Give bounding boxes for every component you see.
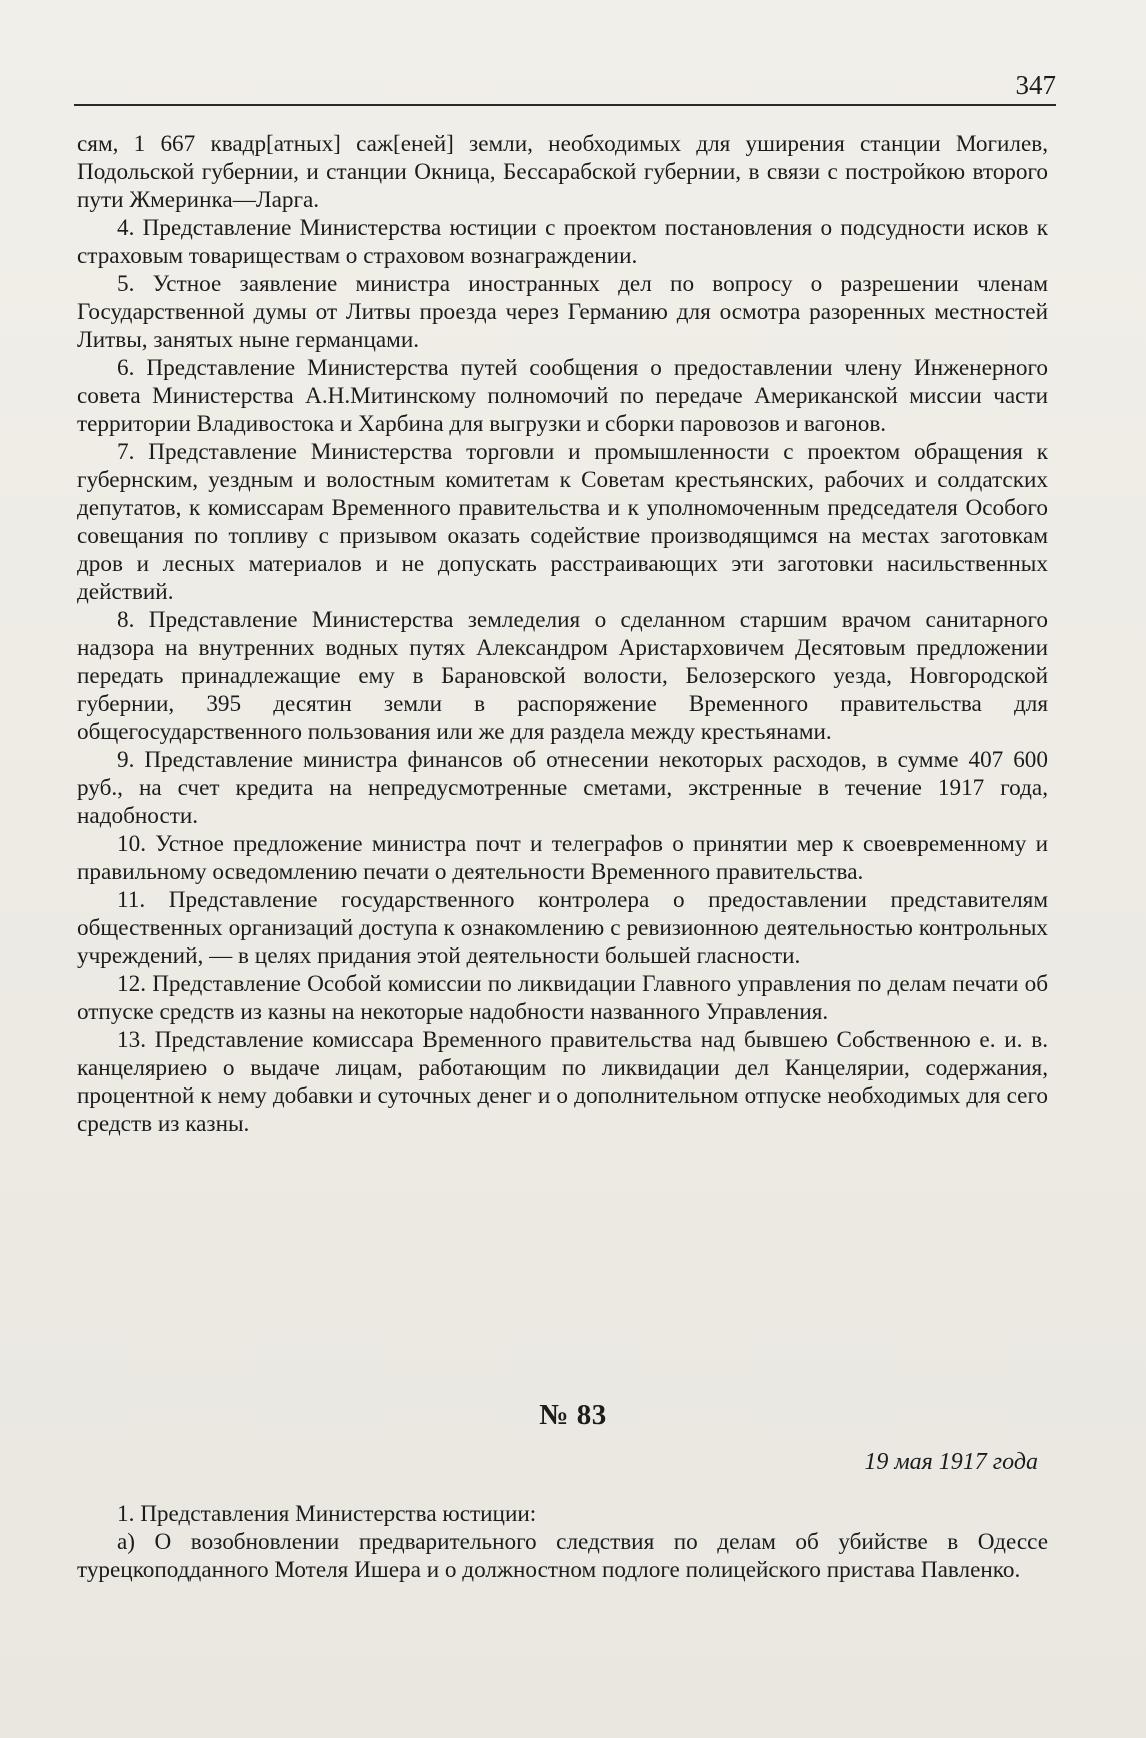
agenda-item-13: 13. Представление комиссара Временного правительства над бывшею Собственною е. и. в. канцеляриею о выдаче лицам, работающим по ликвидации дел Канцелярии, содержания, процентной к нему добавки и суточных денег и о дополнительном отпуске необходимых для сего средств из казны. [77, 1027, 1048, 1137]
agenda-item-10: 10. Устное предложение министра почт и телеграфов о принятии мер к своевременному и правильному осведомлению печати о деятельности Временного правительства. [77, 831, 1048, 885]
document-number-heading: № 83 [539, 1399, 607, 1431]
agenda-item-11: 11. Представление государственного контролера о предоставлении представителям общественных организаций доступа к ознакомлению с ревизионною деятельностью контрольных учреждений, — в целях придания этой деятельности большей гласности. [77, 887, 1048, 969]
second-text-block [77, 1500, 1048, 1584]
continuation-paragraph: сям, 1 667 квадр[атных] саж[еней] земли, необходимых для уширения станции Могилев, Подольской губернии, и станции Окница, Бессарабской губернии, в связи с постройкою второго пути Жмеринка—Ларга. [77, 131, 1048, 213]
agenda-item-7: 7. Представление Министерства торговли и промышленности с проектом обращения к губернским, уездным и волостным комитетам к Советам крестьянских, рабочих и солдатских депутатов, к комиссарам Временного правительства и к уполномоченным председателя Особого совещания по топливу с призывом оказать содействие производящимся на местах заготовкам дров и лесных материалов и не допускать расстраивающих эти заготовки насильственных действий. [77, 439, 1048, 605]
second-item-1: 1. Представления Министерства юстиции: [117, 1501, 537, 1527]
agenda-item-12: 12. Представление Особой комиссии по ликвидации Главного управления по делам печати об отпуске средств из казны на некоторые надобности названного Управления. [77, 971, 1048, 1025]
document-date: 19 мая 1917 года [864, 1449, 1038, 1475]
agenda-item-9: 9. Представление министра финансов об отнесении некоторых расходов, в сумме 407 600 руб., на счет кредита на непредусмотренные сметами, экстренные в течение 1917 года, надобности. [77, 747, 1048, 829]
page-number: 347 [1015, 70, 1056, 100]
agenda-item-6: 6. Представление Министерства путей сообщения о предоставлении члену Инженерного совета Министерства А.Н.Митинскому полномочий по передаче Американской миссии части территории Владивостока и Харбина для выгрузки и сборки паровозов и вагонов. [77, 355, 1048, 437]
second-item-1a: а) О возобновлении предварительного следствия по делам об убийстве в Одессе турецкоподданного Мотеля Ишера и о должностном подлоге полицейского пристава Павленко. [77, 1529, 1048, 1583]
header-rule [74, 104, 1056, 106]
agenda-item-8: 8. Представление Министерства земледелия о сделанном старшим врачом санитарного надзора на внутренних водных путях Александром Аристарховичем Десятовым предложении передать принадлежащие ему в Барановской волости, Белозерского уезда, Новгородской губернии, 395 десятин земли в распоряжение Временного правительства для общегосударственного пользования или же для раздела между крестьянами. [77, 607, 1048, 745]
agenda-item-5: 5. Устное заявление министра иностранных дел по вопросу о разрешении членам Государственной думы от Литвы проезда через Германию для осмотра разоренных местностей Литвы, занятых ныне германцами. [77, 271, 1048, 353]
main-text-block [77, 130, 1048, 1138]
agenda-item-4: 4. Представление Министерства юстиции с проектом постановления о подсудности исков к страховым товариществам о страховом вознаграждении. [77, 215, 1048, 269]
